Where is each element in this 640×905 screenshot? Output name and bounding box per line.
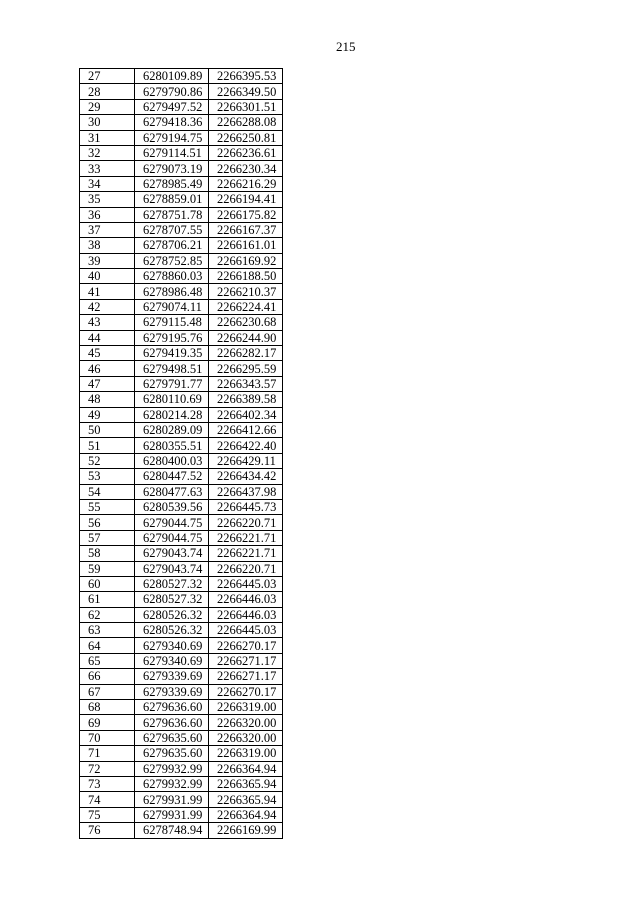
table-row — [80, 115, 283, 130]
x-coordinate-cell: 6279044.75 — [135, 515, 209, 530]
x-coordinate-cell: 6278748.94 — [135, 823, 209, 838]
y-coordinate-cell: 2266230.68 — [209, 315, 283, 330]
table-row — [80, 407, 283, 422]
x-coordinate-cell: 6279635.60 — [135, 730, 209, 745]
x-coordinate-cell: 6280526.32 — [135, 607, 209, 622]
y-coordinate-cell: 2266412.66 — [209, 422, 283, 437]
x-coordinate-cell: 6279115.48 — [135, 315, 209, 330]
point-number-cell: 65 — [80, 653, 135, 668]
point-number-cell: 73 — [80, 776, 135, 791]
point-number-cell: 31 — [80, 130, 135, 145]
y-coordinate-cell: 2266349.50 — [209, 84, 283, 99]
table-row — [80, 284, 283, 299]
table-row — [80, 130, 283, 145]
x-coordinate-cell: 6279043.74 — [135, 546, 209, 561]
point-number-cell: 37 — [80, 222, 135, 237]
x-coordinate-cell: 6280355.51 — [135, 438, 209, 453]
point-number-cell: 71 — [80, 746, 135, 761]
point-number-cell: 61 — [80, 592, 135, 607]
y-coordinate-cell: 2266365.94 — [209, 792, 283, 807]
table-row — [80, 469, 283, 484]
y-coordinate-cell: 2266437.98 — [209, 484, 283, 499]
point-number-cell: 49 — [80, 407, 135, 422]
y-coordinate-cell: 2266434.42 — [209, 469, 283, 484]
table-row — [80, 330, 283, 345]
point-number-cell: 68 — [80, 700, 135, 715]
x-coordinate-cell: 6280527.32 — [135, 576, 209, 591]
table-row — [80, 715, 283, 730]
y-coordinate-cell: 2266295.59 — [209, 361, 283, 376]
table-row — [80, 376, 283, 391]
y-coordinate-cell: 2266244.90 — [209, 330, 283, 345]
x-coordinate-cell: 6279636.60 — [135, 700, 209, 715]
table-row — [80, 807, 283, 822]
y-coordinate-cell: 2266429.11 — [209, 453, 283, 468]
table-row — [80, 484, 283, 499]
x-coordinate-cell: 6279498.51 — [135, 361, 209, 376]
y-coordinate-cell: 2266270.17 — [209, 638, 283, 653]
x-coordinate-cell: 6279339.69 — [135, 669, 209, 684]
x-coordinate-cell: 6279636.60 — [135, 715, 209, 730]
coordinates-table — [79, 68, 283, 839]
x-coordinate-cell: 6279074.11 — [135, 299, 209, 314]
table-row — [80, 669, 283, 684]
y-coordinate-cell: 2266446.03 — [209, 592, 283, 607]
table-row — [80, 161, 283, 176]
point-number-cell: 29 — [80, 99, 135, 114]
x-coordinate-cell: 6280447.52 — [135, 469, 209, 484]
point-number-cell: 66 — [80, 669, 135, 684]
y-coordinate-cell: 2266446.03 — [209, 607, 283, 622]
y-coordinate-cell: 2266445.03 — [209, 576, 283, 591]
table-row — [80, 438, 283, 453]
point-number-cell: 56 — [80, 515, 135, 530]
x-coordinate-cell: 6279195.76 — [135, 330, 209, 345]
x-coordinate-cell: 6278706.21 — [135, 238, 209, 253]
y-coordinate-cell: 2266364.94 — [209, 761, 283, 776]
y-coordinate-cell: 2266175.82 — [209, 207, 283, 222]
y-coordinate-cell: 2266188.50 — [209, 269, 283, 284]
coordinates-table-body — [80, 69, 283, 839]
y-coordinate-cell: 2266236.61 — [209, 145, 283, 160]
point-number-cell: 27 — [80, 69, 135, 84]
point-number-cell: 59 — [80, 561, 135, 576]
x-coordinate-cell: 6278707.55 — [135, 222, 209, 237]
page-number: 215 — [336, 39, 356, 54]
x-coordinate-cell: 6280110.69 — [135, 392, 209, 407]
point-number-cell: 57 — [80, 530, 135, 545]
y-coordinate-cell: 2266288.08 — [209, 115, 283, 130]
y-coordinate-cell: 2266402.34 — [209, 407, 283, 422]
point-number-cell: 70 — [80, 730, 135, 745]
y-coordinate-cell: 2266271.17 — [209, 653, 283, 668]
point-number-cell: 35 — [80, 192, 135, 207]
point-number-cell: 36 — [80, 207, 135, 222]
y-coordinate-cell: 2266230.34 — [209, 161, 283, 176]
point-number-cell: 41 — [80, 284, 135, 299]
x-coordinate-cell: 6280289.09 — [135, 422, 209, 437]
point-number-cell: 50 — [80, 422, 135, 437]
table-row — [80, 761, 283, 776]
x-coordinate-cell: 6279790.86 — [135, 84, 209, 99]
table-row — [80, 69, 283, 84]
point-number-cell: 76 — [80, 823, 135, 838]
x-coordinate-cell: 6279791.77 — [135, 376, 209, 391]
y-coordinate-cell: 2266320.00 — [209, 730, 283, 745]
y-coordinate-cell: 2266220.71 — [209, 515, 283, 530]
point-number-cell: 58 — [80, 546, 135, 561]
table-row — [80, 530, 283, 545]
point-number-cell: 53 — [80, 469, 135, 484]
y-coordinate-cell: 2266224.41 — [209, 299, 283, 314]
y-coordinate-cell: 2266422.40 — [209, 438, 283, 453]
point-number-cell: 32 — [80, 145, 135, 160]
x-coordinate-cell: 6280109.89 — [135, 69, 209, 84]
y-coordinate-cell: 2266389.58 — [209, 392, 283, 407]
x-coordinate-cell: 6279931.99 — [135, 792, 209, 807]
point-number-cell: 43 — [80, 315, 135, 330]
table-row — [80, 222, 283, 237]
y-coordinate-cell: 2266319.00 — [209, 700, 283, 715]
table-row — [80, 653, 283, 668]
table-row — [80, 684, 283, 699]
x-coordinate-cell: 6279932.99 — [135, 776, 209, 791]
table-row — [80, 269, 283, 284]
y-coordinate-cell: 2266270.17 — [209, 684, 283, 699]
x-coordinate-cell: 6279340.69 — [135, 638, 209, 653]
table-row — [80, 207, 283, 222]
table-row — [80, 730, 283, 745]
x-coordinate-cell: 6279044.75 — [135, 530, 209, 545]
table-row — [80, 192, 283, 207]
x-coordinate-cell: 6280526.32 — [135, 623, 209, 638]
x-coordinate-cell: 6278859.01 — [135, 192, 209, 207]
point-number-cell: 72 — [80, 761, 135, 776]
point-number-cell: 52 — [80, 453, 135, 468]
point-number-cell: 67 — [80, 684, 135, 699]
point-number-cell: 60 — [80, 576, 135, 591]
x-coordinate-cell: 6280477.63 — [135, 484, 209, 499]
y-coordinate-cell: 2266320.00 — [209, 715, 283, 730]
table-row — [80, 623, 283, 638]
table-row — [80, 99, 283, 114]
y-coordinate-cell: 2266271.17 — [209, 669, 283, 684]
y-coordinate-cell: 2266365.94 — [209, 776, 283, 791]
point-number-cell: 62 — [80, 607, 135, 622]
y-coordinate-cell: 2266169.99 — [209, 823, 283, 838]
point-number-cell: 48 — [80, 392, 135, 407]
point-number-cell: 45 — [80, 346, 135, 361]
table-row — [80, 299, 283, 314]
x-coordinate-cell: 6279635.60 — [135, 746, 209, 761]
table-row — [80, 361, 283, 376]
table-row — [80, 346, 283, 361]
table-row — [80, 576, 283, 591]
table-row — [80, 515, 283, 530]
point-number-cell: 39 — [80, 253, 135, 268]
x-coordinate-cell: 6279418.36 — [135, 115, 209, 130]
point-number-cell: 51 — [80, 438, 135, 453]
y-coordinate-cell: 2266250.81 — [209, 130, 283, 145]
table-row — [80, 392, 283, 407]
point-number-cell: 46 — [80, 361, 135, 376]
x-coordinate-cell: 6279194.75 — [135, 130, 209, 145]
point-number-cell: 33 — [80, 161, 135, 176]
x-coordinate-cell: 6278752.85 — [135, 253, 209, 268]
table-row — [80, 453, 283, 468]
y-coordinate-cell: 2266210.37 — [209, 284, 283, 299]
table-row — [80, 638, 283, 653]
table-row — [80, 561, 283, 576]
table-row — [80, 746, 283, 761]
y-coordinate-cell: 2266216.29 — [209, 176, 283, 191]
table-row — [80, 253, 283, 268]
x-coordinate-cell: 6278986.48 — [135, 284, 209, 299]
x-coordinate-cell: 6280527.32 — [135, 592, 209, 607]
y-coordinate-cell: 2266167.37 — [209, 222, 283, 237]
point-number-cell: 64 — [80, 638, 135, 653]
table-row — [80, 422, 283, 437]
x-coordinate-cell: 6279043.74 — [135, 561, 209, 576]
table-row — [80, 607, 283, 622]
point-number-cell: 42 — [80, 299, 135, 314]
x-coordinate-cell: 6278985.49 — [135, 176, 209, 191]
x-coordinate-cell: 6279073.19 — [135, 161, 209, 176]
table-row — [80, 792, 283, 807]
x-coordinate-cell: 6279114.51 — [135, 145, 209, 160]
point-number-cell: 44 — [80, 330, 135, 345]
x-coordinate-cell: 6278860.03 — [135, 269, 209, 284]
table-row — [80, 84, 283, 99]
point-number-cell: 28 — [80, 84, 135, 99]
y-coordinate-cell: 2266319.00 — [209, 746, 283, 761]
table-row — [80, 145, 283, 160]
point-number-cell: 47 — [80, 376, 135, 391]
x-coordinate-cell: 6280214.28 — [135, 407, 209, 422]
point-number-cell: 55 — [80, 499, 135, 514]
y-coordinate-cell: 2266395.53 — [209, 69, 283, 84]
table-row — [80, 546, 283, 561]
x-coordinate-cell: 6280400.03 — [135, 453, 209, 468]
y-coordinate-cell: 2266282.17 — [209, 346, 283, 361]
table-row — [80, 315, 283, 330]
table-row — [80, 238, 283, 253]
table-row — [80, 592, 283, 607]
point-number-cell: 38 — [80, 238, 135, 253]
y-coordinate-cell: 2266364.94 — [209, 807, 283, 822]
point-number-cell: 75 — [80, 807, 135, 822]
table-row — [80, 499, 283, 514]
y-coordinate-cell: 2266221.71 — [209, 530, 283, 545]
y-coordinate-cell: 2266220.71 — [209, 561, 283, 576]
table-row — [80, 700, 283, 715]
point-number-cell: 63 — [80, 623, 135, 638]
point-number-cell: 30 — [80, 115, 135, 130]
table-row — [80, 176, 283, 191]
y-coordinate-cell: 2266445.03 — [209, 623, 283, 638]
table-row — [80, 776, 283, 791]
point-number-cell: 69 — [80, 715, 135, 730]
y-coordinate-cell: 2266161.01 — [209, 238, 283, 253]
x-coordinate-cell: 6279419.35 — [135, 346, 209, 361]
y-coordinate-cell: 2266301.51 — [209, 99, 283, 114]
y-coordinate-cell: 2266221.71 — [209, 546, 283, 561]
point-number-cell: 54 — [80, 484, 135, 499]
x-coordinate-cell: 6279497.52 — [135, 99, 209, 114]
x-coordinate-cell: 6279931.99 — [135, 807, 209, 822]
point-number-cell: 40 — [80, 269, 135, 284]
x-coordinate-cell: 6278751.78 — [135, 207, 209, 222]
x-coordinate-cell: 6280539.56 — [135, 499, 209, 514]
y-coordinate-cell: 2266169.92 — [209, 253, 283, 268]
point-number-cell: 34 — [80, 176, 135, 191]
x-coordinate-cell: 6279339.69 — [135, 684, 209, 699]
point-number-cell: 74 — [80, 792, 135, 807]
x-coordinate-cell: 6279340.69 — [135, 653, 209, 668]
y-coordinate-cell: 2266343.57 — [209, 376, 283, 391]
x-coordinate-cell: 6279932.99 — [135, 761, 209, 776]
y-coordinate-cell: 2266194.41 — [209, 192, 283, 207]
table-row — [80, 823, 283, 838]
y-coordinate-cell: 2266445.73 — [209, 499, 283, 514]
